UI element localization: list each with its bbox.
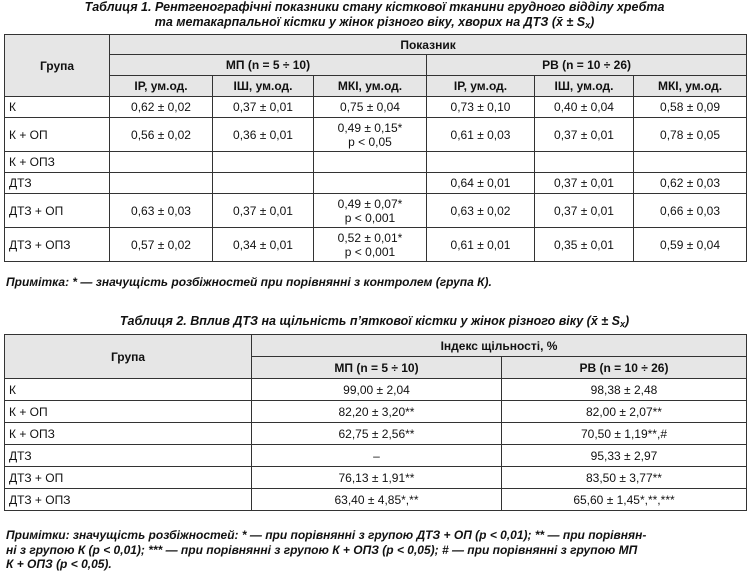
table1-cell	[110, 152, 213, 173]
table2-group-cell: ДТЗ + ОПЗ	[5, 489, 252, 511]
table2-group-cell: ДТЗ + ОП	[5, 467, 252, 489]
table1-header-group: Група	[5, 35, 110, 97]
table1-cell	[314, 173, 427, 194]
table2-header-group: Група	[5, 335, 252, 379]
table2-title: Таблиця 2. Вплив ДТЗ на щільність п’яткової кістки у жінок різного віку (x̄ ± $S_x$)	[119, 314, 630, 329]
table1-cell-pvalue: p < 0,001	[344, 244, 396, 259]
table2-header-mp: МП (n = 5 ÷ 10)	[252, 357, 502, 379]
table1-cell	[213, 152, 314, 173]
table-row	[5, 401, 747, 423]
table1-header-mp: МП (n = 5 ÷ 10)	[110, 55, 427, 76]
table1-col-header: ІШ, ум.од.	[213, 76, 314, 97]
table-row	[5, 379, 747, 401]
table2-header-index: Індекс щільності, %	[252, 335, 747, 357]
table1-cell-pvalue: p < 0,001	[344, 210, 396, 225]
table2-cell-rv: 83,50 ± 3,77**	[502, 467, 747, 489]
table2-note	[6, 528, 746, 572]
table1-cell: 0,37 ± 0,01	[535, 118, 634, 152]
table1-cell: 0,37 ± 0,01	[213, 97, 314, 118]
table2-group-cell: ДТЗ	[5, 445, 252, 467]
table-row	[5, 152, 747, 173]
table-row	[5, 445, 747, 467]
table2-cell-mp: 82,20 ± 3,20**	[252, 401, 502, 423]
table1-cell: 0,37 ± 0,01	[535, 173, 634, 194]
table1-col-header: ІШ, ум.од.	[535, 76, 634, 97]
table1-cell: 0,63 ± 0,02	[427, 194, 535, 228]
table2-cell-rv: 70,50 ± 1,19**,#	[502, 423, 747, 445]
table2-cell-rv: 98,38 ± 2,48	[502, 379, 747, 401]
table1	[4, 34, 747, 262]
table2-header-rv: РВ (n = 10 ÷ 26)	[502, 357, 747, 379]
table1-cell: 0,66 ± 0,03	[634, 194, 747, 228]
table1-cell: 0,37 ± 0,01	[213, 194, 314, 228]
table-row	[5, 467, 747, 489]
table2-cell-rv: 82,00 ± 2,07**	[502, 401, 747, 423]
table2-cell-mp: –	[252, 445, 502, 467]
table-row	[5, 228, 747, 262]
table1-title-line1: Таблиця 1. Рентгенографічні показники стану кісткової тканини грудного відділу хребта	[84, 0, 665, 14]
table1-cell	[427, 152, 535, 173]
table1-cell: 0,34 ± 0,01	[213, 228, 314, 262]
table1-note: Примітка: * — значущість розбіжностей при порівнянні з контролем (група К).	[6, 275, 492, 289]
table1-cell-value: 0,49 ± 0,15*	[337, 120, 403, 135]
table1-cell-value: 0,52 ± 0,01*	[337, 230, 403, 245]
table1-group-cell: ДТЗ + ОПЗ	[5, 228, 110, 262]
table1-col-header: ІР, ум.од.	[110, 76, 213, 97]
table2-note-line1: Примітки: значущість розбіжностей: * — при порівнянні з групою ДТЗ + ОП (p < 0,01); ** — при порівнян-	[6, 528, 647, 542]
table1-cell-pvalue: p < 0,05	[348, 134, 392, 149]
table1-cell	[110, 173, 213, 194]
table1-group-cell: ДТЗ + ОП	[5, 194, 110, 228]
table1-header-rv: РВ (n = 10 ÷ 26)	[427, 55, 747, 76]
table2-cell-rv: 65,60 ± 1,45*,**,***	[502, 489, 747, 511]
table2-note-line3: К + ОПЗ (p < 0,05).	[6, 557, 112, 571]
table1-cell: 0,57 ± 0,02	[110, 228, 213, 262]
table1-cell: 0,35 ± 0,01	[535, 228, 634, 262]
table1-cell: 0,61 ± 0,01	[427, 228, 535, 262]
table1-cell: 0,59 ± 0,04	[634, 228, 747, 262]
table1-cell: 0,56 ± 0,02	[110, 118, 213, 152]
table1-cell	[314, 194, 427, 228]
table1-cell: 0,62 ± 0,03	[634, 173, 747, 194]
table1-cell: 0,58 ± 0,09	[634, 97, 747, 118]
table2-cell-mp: 62,75 ± 2,56**	[252, 423, 502, 445]
table2-cell-rv: 95,33 ± 2,97	[502, 445, 747, 467]
table2-note-line2: ні з групою К (p < 0,01); *** — при порівнянні з групою К + ОПЗ (p < 0,05); # — при порівнянні з групою МП	[6, 542, 638, 557]
table1-cell	[314, 228, 427, 262]
table-row	[5, 118, 747, 152]
table-row	[5, 194, 747, 228]
table1-col-header: МКІ, ум.од.	[314, 76, 427, 97]
table1-cell: 0,61 ± 0,03	[427, 118, 535, 152]
table-row	[5, 173, 747, 194]
table2-group-cell: К	[5, 379, 252, 401]
table1-col-header: ІР, ум.од.	[427, 76, 535, 97]
table1-cell: 0,75 ± 0,04	[314, 97, 427, 118]
table-row	[5, 489, 747, 511]
table1-title-line2: та метакарпальної кістки у жінок різного віку, хворих на ДТЗ (x̄ ± $S_x$)	[154, 15, 595, 30]
table1-cell	[314, 152, 427, 173]
table1-cell: 0,78 ± 0,05	[634, 118, 747, 152]
table1-cell: 0,37 ± 0,01	[535, 194, 634, 228]
table1-cell: 0,73 ± 0,10	[427, 97, 535, 118]
table1-header-indicator: Показник	[110, 35, 747, 55]
table1-cell: 0,63 ± 0,03	[110, 194, 213, 228]
table1-cell: 0,36 ± 0,01	[213, 118, 314, 152]
table1-group-cell: К + ОПЗ	[5, 152, 110, 173]
table1-group-cell: К	[5, 97, 110, 118]
table1-cell	[634, 152, 747, 173]
table1-group-cell: ДТЗ	[5, 173, 110, 194]
table1-cell	[213, 173, 314, 194]
table-row	[5, 97, 747, 118]
table2-cell-mp: 76,13 ± 1,91**	[252, 467, 502, 489]
table1-cell	[535, 152, 634, 173]
table1-cell: 0,62 ± 0,02	[110, 97, 213, 118]
table1-title	[0, 0, 749, 33]
table1-cell-value: 0,49 ± 0,07*	[337, 196, 403, 211]
table1-cell	[314, 118, 427, 152]
table-row	[5, 423, 747, 445]
table1-cell: 0,40 ± 0,04	[535, 97, 634, 118]
table2-group-cell: К + ОП	[5, 401, 252, 423]
table2	[4, 334, 747, 511]
table1-group-cell: К + ОП	[5, 118, 110, 152]
table2-cell-mp: 99,00 ± 2,04	[252, 379, 502, 401]
table1-col-header: МКІ, ум.од.	[634, 76, 747, 97]
table1-cell: 0,64 ± 0,01	[427, 173, 535, 194]
table2-cell-mp: 63,40 ± 4,85*,**	[252, 489, 502, 511]
table2-group-cell: К + ОПЗ	[5, 423, 252, 445]
